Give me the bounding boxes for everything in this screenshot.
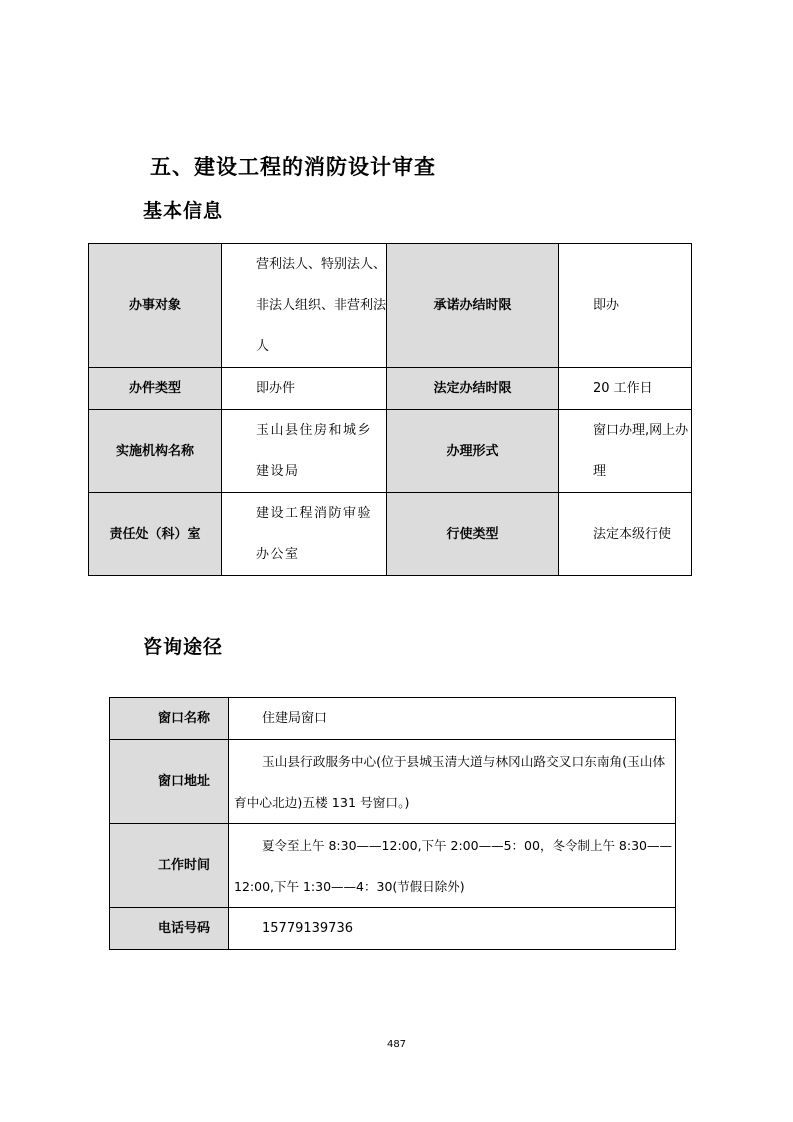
value-legal-time — [559, 368, 692, 410]
label-window-name: 窗口名称 — [110, 698, 229, 740]
label-exercise-type: 行使类型 — [387, 493, 559, 576]
table-row — [89, 410, 692, 493]
value-text: 窗口办理,网上办理 — [593, 423, 689, 479]
value-agency — [222, 410, 387, 493]
label-window-address: 窗口地址 — [110, 740, 229, 824]
table-row — [110, 908, 676, 950]
value-text: 即办 — [593, 298, 620, 313]
value-text: 夏令至上午 8:30——12:00,下午 2:00——5：00，冬令制上午 8:30——12:00,下午 1:30——4：30(节假日除外) — [234, 837, 672, 894]
page-number: 487 — [386, 1039, 407, 1050]
value-text: 法定本级行使 — [593, 526, 672, 542]
value-responsible-office — [222, 493, 387, 576]
value-text: 玉山县行政服务中心(位于县城玉清大道与林冈山路交叉口东南角(玉山体育中心北边)五楼 131 号窗口。) — [234, 753, 666, 810]
value-window-address — [229, 740, 676, 824]
basic-info-heading: 基本信息 — [143, 200, 224, 222]
value-text: 玉山县住房和城乡建设局 — [256, 423, 373, 479]
label-work-hours: 工作时间 — [110, 824, 229, 908]
label-phone: 电话号码 — [110, 908, 229, 950]
value-text: 即办件 — [256, 381, 296, 396]
value-phone — [229, 908, 676, 950]
table-row — [89, 368, 692, 410]
value-promise-time — [559, 244, 692, 368]
value-text: 20 工作日 — [593, 381, 653, 396]
value-exercise-type — [559, 493, 692, 576]
value-text: 住建局窗口 — [262, 711, 328, 726]
label-target: 办事对象 — [89, 244, 222, 368]
value-case-type — [222, 368, 387, 410]
value-window-name — [229, 698, 676, 740]
consult-heading: 咨询途径 — [143, 636, 224, 658]
basic-info-table — [88, 243, 692, 576]
consult-table — [109, 697, 676, 950]
label-case-type: 办件类型 — [89, 368, 222, 410]
value-text: 建设工程消防审验办公室 — [256, 506, 373, 562]
label-responsible-office — [89, 493, 222, 576]
label-text: 责任处（科）室 — [109, 526, 201, 542]
label-legal-time: 法定办结时限 — [387, 368, 559, 410]
value-work-hours — [229, 824, 676, 908]
label-promise-time: 承诺办结时限 — [387, 244, 559, 368]
section-title: 五、建设工程的消防设计审查 — [150, 155, 436, 179]
label-agency: 实施机构名称 — [89, 410, 222, 493]
label-handling-form: 办理形式 — [387, 410, 559, 493]
value-handling-form — [559, 410, 692, 493]
table-row — [110, 740, 676, 824]
value-text: 营利法人、特别法人、非法人组织、非营利法人 — [256, 257, 387, 354]
table-row — [89, 244, 692, 368]
table-row — [89, 493, 692, 576]
table-row — [110, 824, 676, 908]
value-text: 15779139736 — [262, 921, 353, 936]
table-row — [110, 698, 676, 740]
value-target — [222, 244, 387, 368]
